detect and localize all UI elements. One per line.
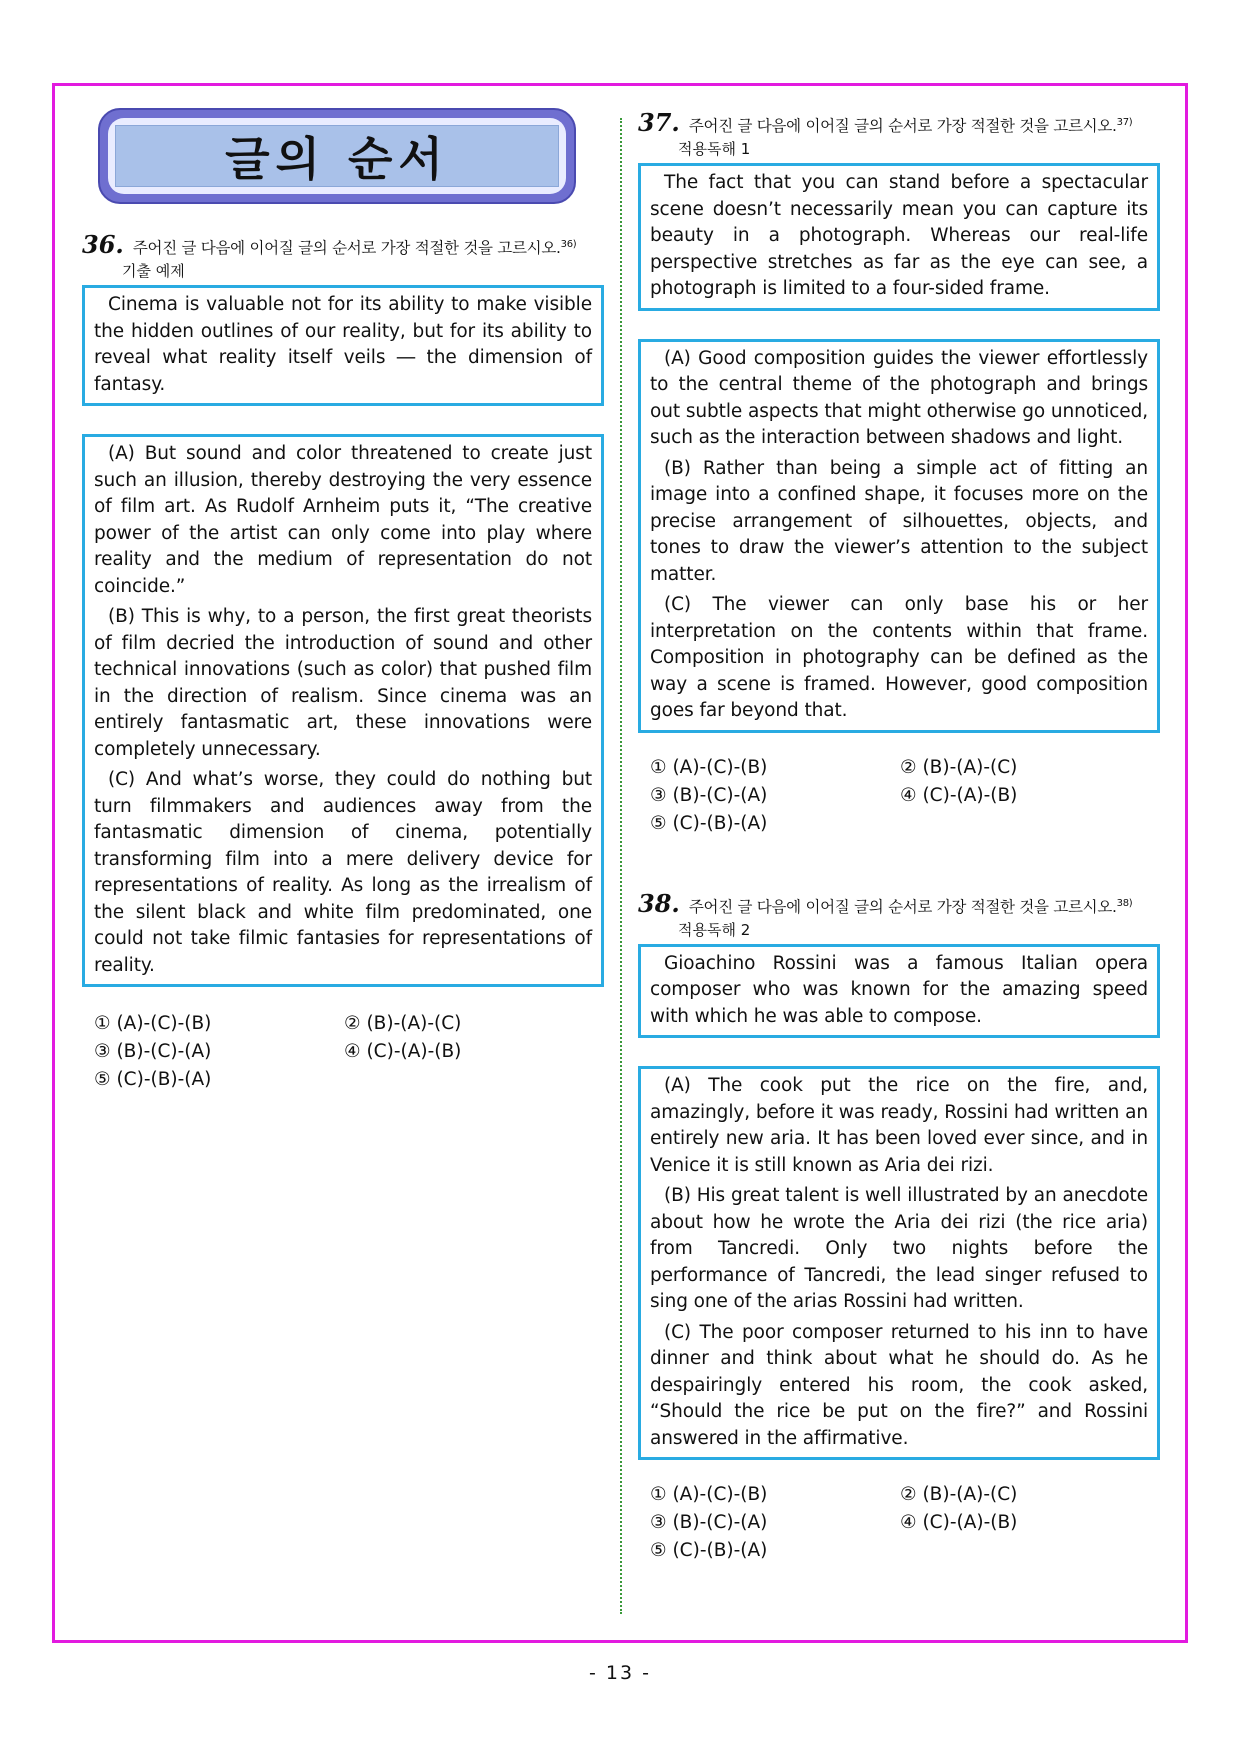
choice-2[interactable]: ② (B)-(A)-(C) <box>900 756 1018 778</box>
paragraph-a: (A) Good composition guides the viewer effortlessly to the central theme of the photograph and brings out subtle aspects that might otherwise go unnoticed, such as the interaction between shadows and light. <box>650 347 1148 448</box>
question-number: 38. <box>638 888 680 918</box>
given-passage-box <box>638 944 1160 1039</box>
right-column <box>638 108 1160 1564</box>
choice-3[interactable]: ③ (B)-(C)-(A) <box>650 784 768 806</box>
question-subtitle: 적용독해 1 <box>678 140 751 158</box>
question-subtitle: 적용독해 2 <box>678 920 751 939</box>
question-prompt: 주어진 글 다음에 이어질 글의 순서로 가장 적절한 것을 고르시오.$^{36)}$ <box>132 238 577 257</box>
section-title: 글의 순서 <box>115 125 559 187</box>
paragraph-b: (B) This is why, to a person, the first great theorists of film decried the introduction of sound and other technical innovations (such as color) that pushed film in the direction of realism. Since cinema was an entirely fantasmatic art, these innovations were completely unnecessary. <box>94 606 592 760</box>
answer-choices <box>650 1482 1160 1564</box>
choice-2[interactable]: ② (B)-(A)-(C) <box>344 1013 462 1034</box>
footnote-marker: 37) <box>1116 116 1133 128</box>
choice-3[interactable]: ③ (B)-(C)-(A) <box>94 1041 212 1062</box>
given-passage: The fact that you can stand before a spectacular scene doesn’t necessarily mean you can capture its beauty in a photograph. Whereas our real-life perspective stretches as far as the eye can see, a photograph is limited to a four-sided frame. <box>650 172 1148 299</box>
question-37-header <box>638 108 1160 159</box>
choice-1[interactable]: ① (A)-(C)-(B) <box>650 756 768 778</box>
given-passage: Gioachino Rossini was a famous Italian opera composer who was known for the amazing speed with which he was able to compose. <box>650 952 1148 1027</box>
left-column <box>82 108 604 1093</box>
choice-3[interactable]: ③ (B)-(C)-(A) <box>650 1512 768 1533</box>
choice-5[interactable]: ⑤ (C)-(B)-(A) <box>94 1069 212 1090</box>
choice-5[interactable]: ⑤ (C)-(B)-(A) <box>650 812 768 834</box>
paragraph-c: (C) And what’s worse, they could do nothing but turn filmmakers and audiences away from the fantasmatic dimension of cinema, potentially transforming film into a mere delivery device for representations of reality. As long as the irrealism of the silent black and white film predominated, one could not take filmic fantasies for representations of reality. <box>94 769 592 976</box>
question-36-header <box>82 230 604 281</box>
choice-1[interactable]: ① (A)-(C)-(B) <box>650 1484 768 1505</box>
question-number: 37. <box>638 108 680 137</box>
choice-2[interactable]: ② (B)-(A)-(C) <box>900 1484 1018 1505</box>
footnote-marker: 38) <box>1116 897 1133 909</box>
paragraph-c: (C) The poor composer returned to his inn to have dinner and think about what he should do. As he despairingly entered his room, the cook asked, “Should the rice be put on the fire?” and Rossini answered in the affirmative. <box>650 1321 1148 1449</box>
question-subtitle: 기출 예제 <box>122 262 185 280</box>
given-passage: Cinema is valuable not for its ability to make visible the hidden outlines of our reality, but for its ability to reveal what reality itself veils ― the dimension of fantasy. <box>94 294 592 395</box>
paragraphs-box <box>82 434 604 987</box>
paragraph-a: (A) The cook put the rice on the fire, and, amazingly, before it was ready, Rossini had written an entirely new aria. It has been loved ever since, and in Venice it is still known as Aria dei rizi. <box>650 1075 1148 1176</box>
choice-4[interactable]: ④ (C)-(A)-(B) <box>344 1041 462 1062</box>
choice-4[interactable]: ④ (C)-(A)-(B) <box>900 784 1018 806</box>
question-38-header <box>638 889 1160 940</box>
paragraph-b: (B) Rather than being a simple act of fitting an image into a confined shape, it focuses more on the precise arrangement of silhouettes, objects, and tones to draw the viewer’s attention to the subject matter. <box>650 457 1148 585</box>
paragraphs-box <box>638 1066 1160 1460</box>
given-passage-box <box>638 163 1160 311</box>
paragraph-c: (C) The viewer can only base his or her interpretation on the contents within that frame. Composition in photography can be defined as the way a scene is framed. However, good composition goes far beyond that. <box>650 594 1148 721</box>
paragraphs-box <box>638 339 1160 733</box>
paragraph-b: (B) His great talent is well illustrated by an anecdote about how he wrote the Aria dei rizi (the rice aria) from Tancredi. Only two nights before the performance of Tancredi, the lead singer refused to sing one of the arias Rossini had written. <box>650 1185 1148 1312</box>
given-passage-box <box>82 285 604 406</box>
page-number: - 13 - <box>589 1662 651 1684</box>
section-title-banner <box>98 108 576 204</box>
paragraph-a: (A) But sound and color threatened to create just such an illusion, thereby destroying the very essence of film art. As Rudolf Arnheim puts it, “The creative power of the artist can only come into play where reality and the medium of representation do not coincide.” <box>94 443 592 597</box>
answer-choices <box>94 1011 604 1093</box>
footnote-marker: 36) <box>560 238 577 250</box>
choice-4[interactable]: ④ (C)-(A)-(B) <box>900 1512 1018 1533</box>
choice-5[interactable]: ⑤ (C)-(B)-(A) <box>650 1540 768 1561</box>
question-prompt: 주어진 글 다음에 이어질 글의 순서로 가장 적절한 것을 고르시오.$^{37)}$ <box>688 116 1133 135</box>
question-number: 36. <box>82 230 124 259</box>
question-prompt: 주어진 글 다음에 이어질 글의 순서로 가장 적절한 것을 고르시오.$^{38)}$ <box>688 897 1133 916</box>
answer-choices <box>650 755 1160 837</box>
column-divider <box>620 118 622 1614</box>
choice-1[interactable]: ① (A)-(C)-(B) <box>94 1013 212 1034</box>
